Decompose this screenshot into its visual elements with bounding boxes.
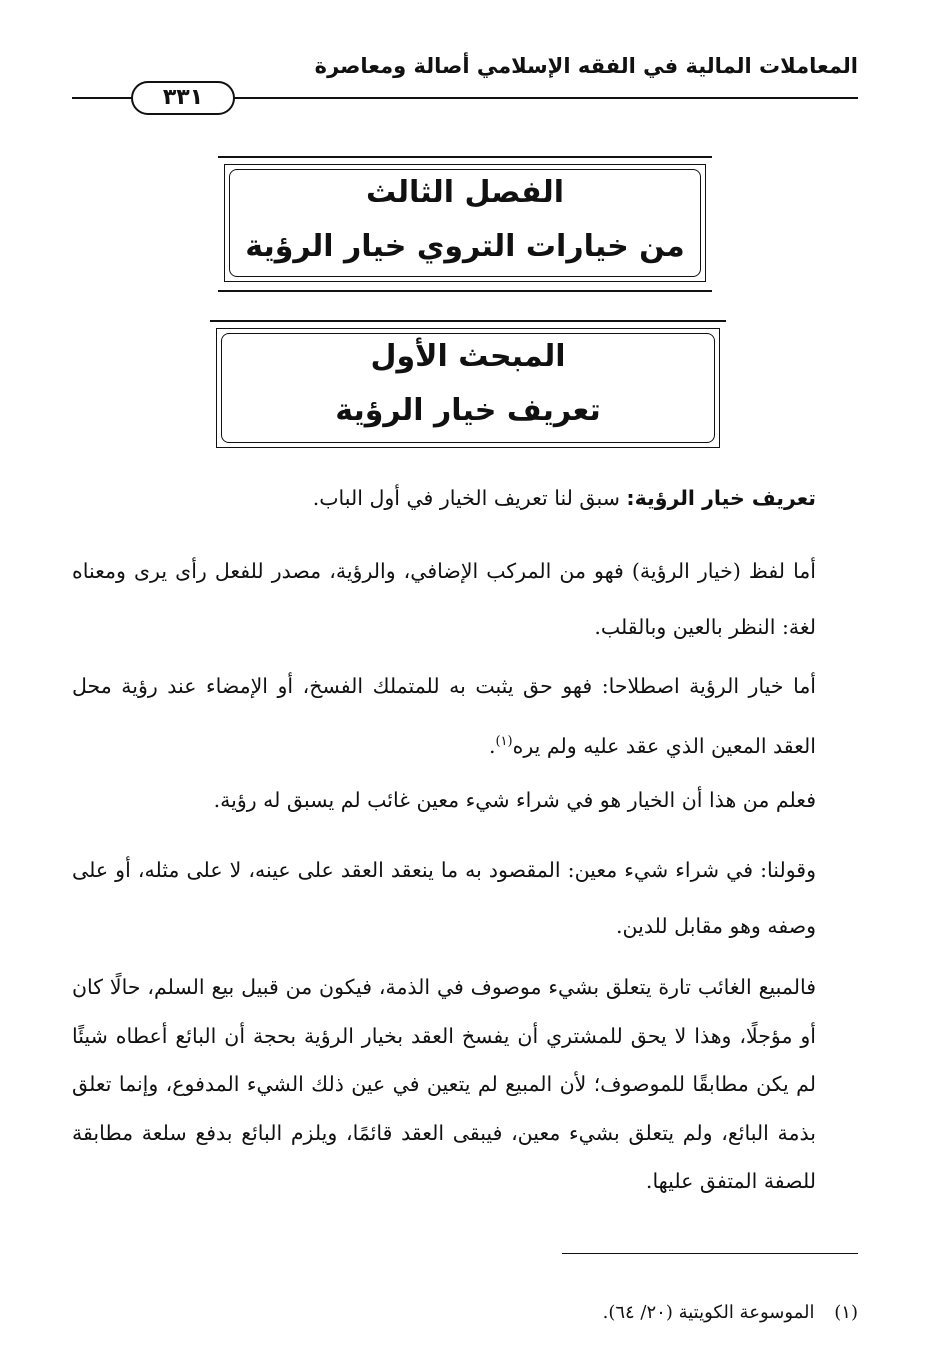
section-title-line2: تعريف خيار الرؤية	[335, 393, 601, 428]
chapter-title-line2: من خيارات التروي خيار الرؤية	[245, 229, 685, 264]
paragraph-text: وقولنا: في شراء شيء معين: المقصود به ما ينعقد العقد على عينه، لا على مثله، أو على وصفه وهو مقابل للدين.	[72, 858, 816, 938]
chapter-top-rule	[218, 156, 712, 158]
paragraph-lead: تعريف خيار الرؤية:	[626, 486, 816, 510]
footnote-reference: (١)	[495, 734, 513, 749]
chapter-title-line1: الفصل الثالث	[365, 175, 564, 210]
section-title-line1: المبحث الأول	[370, 339, 566, 374]
page-number: ٣٣١	[131, 81, 235, 115]
paragraph-text: سبق لنا تعريف الخيار في أول الباب.	[312, 486, 627, 510]
paragraph-absent-goods	[72, 963, 858, 1206]
paragraph-definition	[72, 478, 858, 518]
running-head	[72, 48, 858, 78]
paragraph-text: فالمبيع الغائب تارة يتعلق بشيء موصوف في الذمة، فيكون من قبيل بيع السلم، حالًا كان أو مؤجلًا، وهذا لا يحق للمشتري أن يفسخ العقد بخيار الرؤية بحجة أن البائع أعطاه شيئًا لم يكن مطابقًا للموصوف؛ لأن المبيع لم يتعين في عين ذلك الشيء المدفوع، وإنما تعلق بذمة البائع، ولم يتعلق بشيء معين، فيبقى العقد قائمًا، ويلزم البائع بدفع سلعة مطابقة للصفة المتفق عليها.	[72, 975, 816, 1193]
running-title: المعاملات المالية في الفقه الإسلامي أصالة ومعاصرة	[314, 54, 858, 78]
chapter-bottom-rule	[218, 290, 712, 292]
paragraph-tail: .	[488, 733, 496, 758]
section-top-rule	[210, 320, 726, 322]
footnote-rule	[562, 1253, 858, 1254]
section-title-box	[216, 328, 720, 448]
paragraph-specific-item	[72, 842, 858, 954]
chapter-title-box	[224, 164, 706, 282]
footnote-marker: (١)	[834, 1302, 858, 1323]
paragraph-inference	[72, 780, 858, 820]
paragraph-text: أما خيار الرؤية اصطلاحا: فهو حق يثبت به للمتملك الفسخ، أو الإمضاء عند رؤية محل العقد المعين الذي عقد عليه ولم يره	[72, 674, 816, 758]
paragraph-text: أما لفظ (خيار الرؤية) فهو من المركب الإضافي، والرؤية، مصدر للفعل رأى يرى ومعناه لغة: النظر بالعين وبالقلب.	[72, 559, 816, 639]
paragraph-lexical	[72, 543, 858, 655]
paragraph-technical	[72, 658, 858, 774]
footnote	[603, 1302, 858, 1323]
footnote-text: الموسوعة الكويتية (٢٠/ ٦٤).	[602, 1302, 815, 1323]
paragraph-text: فعلم من هذا أن الخيار هو في شراء شيء معين غائب لم يسبق له رؤية.	[213, 788, 816, 812]
